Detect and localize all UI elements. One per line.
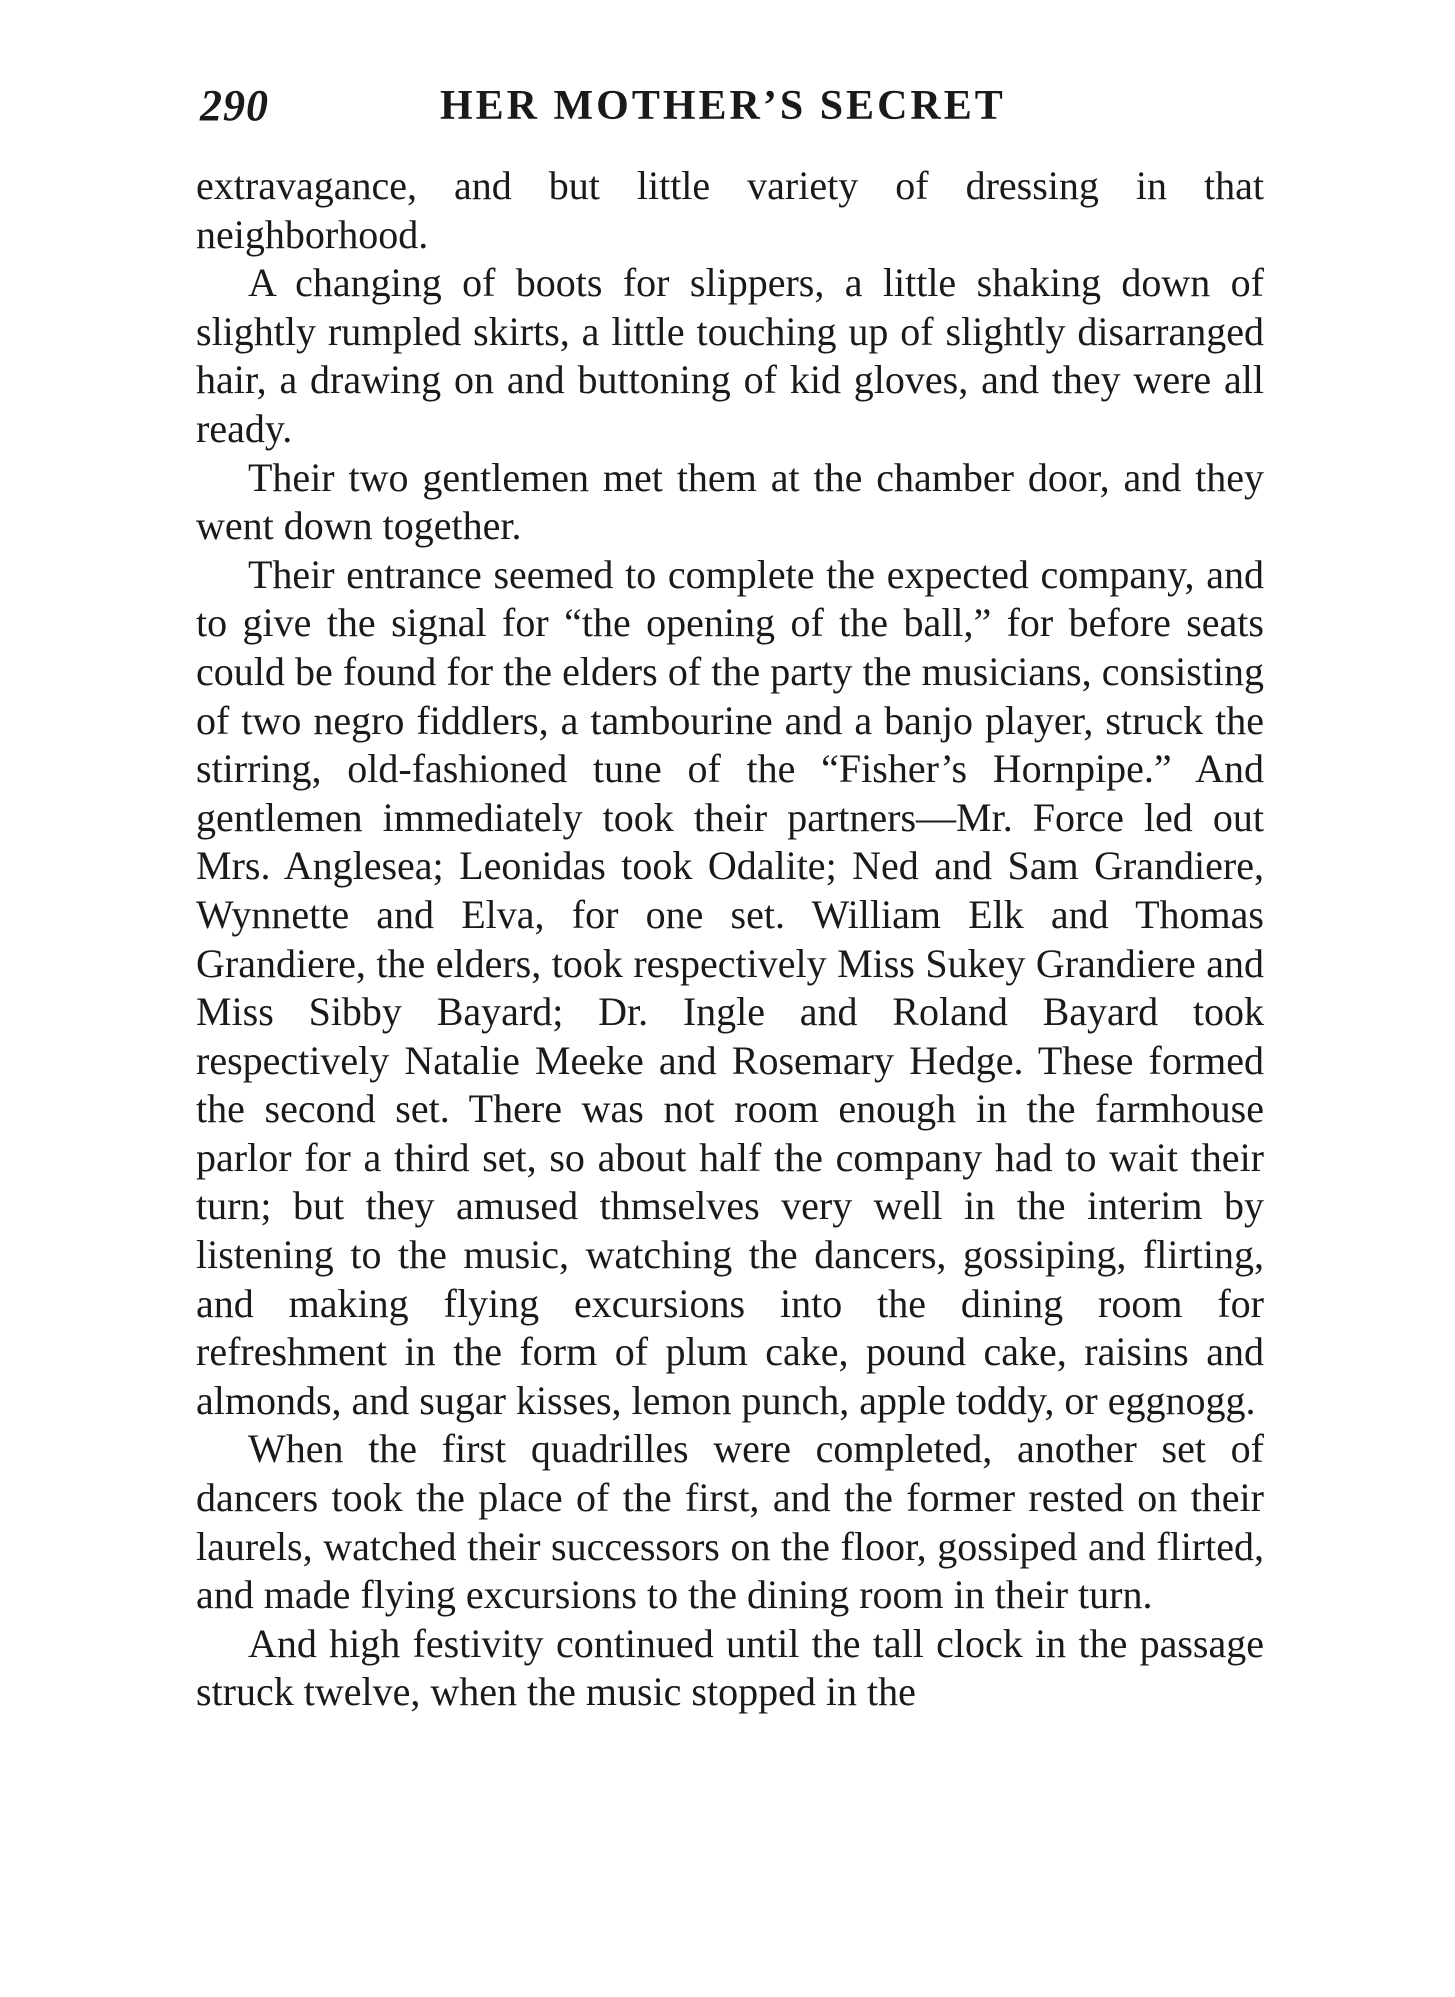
- page-number: 290: [200, 81, 269, 130]
- paragraph-high-festivity: And high festivity continued until the tall clock in the passage struck twelve, when the music stopped in the: [196, 1620, 1264, 1715]
- running-head: [200, 76, 1260, 136]
- paragraph-first-quadrilles: When the first quadrilles were completed, another set of dancers took the place of the first, and the former rested on their laurels, watched their successors on the floor, gossiped and flirted, and made flying excursions to the dining room in their turn.: [196, 1426, 1264, 1618]
- paragraph-changing-boots: A changing of boots for slippers, a little shaking down of slightly rumpled skirts, a little touching up of slightly disarranged hair, a drawing on and buttoning of kid gloves, and they were all ready.: [196, 260, 1264, 451]
- paragraph-continuation: extravagance, and but little variety of dressing in that neighborhood.: [196, 163, 1264, 257]
- running-title: HER MOTHER’S SECRET: [440, 83, 1006, 129]
- paragraph-entrance-ball: Their entrance seemed to complete the expected company, and to give the signal for “the opening of the ball,” for before seats could be found for the elders of the party the musicians, consisting of two negro fiddlers, a tambourine and a banjo player, struck the stirring, old-fashioned tune of the “Fisher’s Hornpipe.” And gentlemen immediately took their partners—Mr. Force led out Mrs. Anglesea; Leonidas took Odalite; Ned and Sam Grandiere, Wynnette and Elva, for one set. William Elk and Thomas Grandiere, the elders, took respectively Miss Sukey Grandiere and Miss Sibby Bayard; Dr. Ingle and Roland Bayard took respectively Natalie Meeke and Rosemary Hedge. These formed the second set. There was not room enough in the farmhouse parlor for a third set, so about half the company had to wait their turn; but they amused thmselves very well in the interim by listening to the music, watching the dancers, gossiping, flirting, and making flying excursions into the dining room for refreshment in the form of plum cake, pound cake, raisins and almonds, and sugar kisses, lemon punch, apple toddy, or eggnogg.: [196, 551, 1264, 1423]
- paragraph-two-gentlemen: Their two gentlemen met them at the chamber door, and they went down together.: [196, 454, 1264, 549]
- body-text: [196, 162, 1264, 1717]
